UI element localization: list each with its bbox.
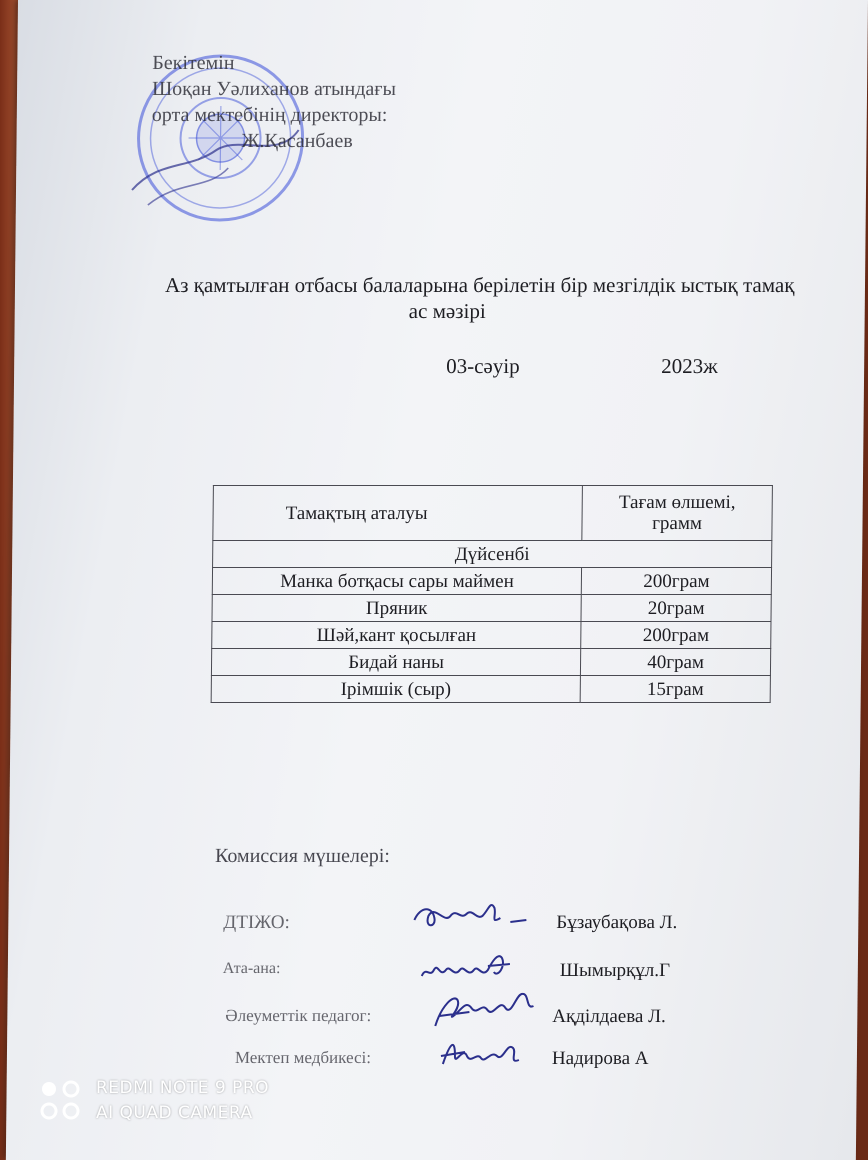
- dish-name: Бидай наны: [211, 649, 580, 676]
- document-title: Аз қамтылған отбасы балаларына берілетін бір мезгілдік ыстық тамақ: [164, 273, 795, 297]
- approval-line-2: Шоқан Уәлиханов атындағы: [151, 78, 397, 100]
- commission-member-row: [7, 1048, 857, 1078]
- dish-weight: 20грам: [581, 595, 771, 622]
- watermark-camera: AI QUAD CAMERA: [96, 1103, 253, 1123]
- commission-member-row: [8, 912, 858, 942]
- document-subtitle: ас мәзірі: [408, 299, 486, 323]
- member-role: Ата-ана:: [222, 960, 281, 977]
- column-header-weight: [582, 486, 772, 541]
- member-name: Ақділдаева Л.: [552, 1006, 666, 1027]
- dish-name: Манка ботқасы сары маймен: [212, 568, 581, 595]
- commission-heading: Комиссия мүшелері:: [214, 845, 391, 867]
- table-day-row: [213, 541, 772, 568]
- table-row: [211, 676, 770, 703]
- handwritten-signature: [429, 986, 550, 1034]
- dish-weight: 200грам: [581, 568, 771, 595]
- table-row: [212, 622, 771, 649]
- commission-member-row: [7, 1006, 857, 1036]
- handwritten-signature: [418, 948, 518, 988]
- dish-weight: 200грам: [581, 622, 771, 649]
- table-row: [211, 649, 770, 676]
- menu-table: [211, 485, 773, 703]
- dish-name: Ірімшік (сыр): [211, 676, 580, 703]
- approval-line-4: Ж.Қасанбаев: [241, 130, 353, 152]
- column-header-weight-line1: Тағам өлшемі,: [618, 492, 736, 513]
- table-row: [212, 568, 771, 595]
- watermark-model: REDMI NOTE 9 PRO: [96, 1078, 270, 1098]
- menu-date: 03-сәуір: [446, 354, 520, 378]
- handwritten-signature: [437, 1034, 537, 1074]
- dish-name: Пряник: [212, 595, 581, 622]
- member-role: ДТІЖО:: [223, 912, 290, 933]
- member-role: Әлеуметтік педагог:: [225, 1006, 372, 1025]
- member-name: Надирова А: [551, 1048, 649, 1069]
- dish-weight: 40грам: [581, 649, 771, 676]
- member-name: Бұзаубақова Л.: [556, 912, 678, 933]
- document-page: [6, 0, 868, 1160]
- camera-lens-icon: [38, 1078, 82, 1122]
- handwritten-signature: [410, 898, 530, 934]
- column-header-weight-line2: грамм: [652, 513, 703, 534]
- table-row: [212, 595, 771, 622]
- member-name: Шымырқұл.Г: [559, 960, 671, 981]
- dish-name: Шәй,кант қосылған: [212, 622, 581, 649]
- approval-line-1: Бекітемін: [152, 52, 235, 74]
- approval-block: [151, 50, 396, 154]
- menu-year: 2023ж: [661, 354, 718, 378]
- approval-line-3: орта мектебінің директоры:: [151, 104, 388, 126]
- dish-weight: 15грам: [580, 676, 770, 703]
- table-header-row: [213, 486, 773, 541]
- day-label: Дүйсенбі: [213, 541, 772, 568]
- camera-watermark: [38, 1078, 298, 1130]
- member-role: Мектеп медбикесі:: [234, 1048, 372, 1067]
- column-header-dish: Тамақтың аталуы: [213, 486, 583, 541]
